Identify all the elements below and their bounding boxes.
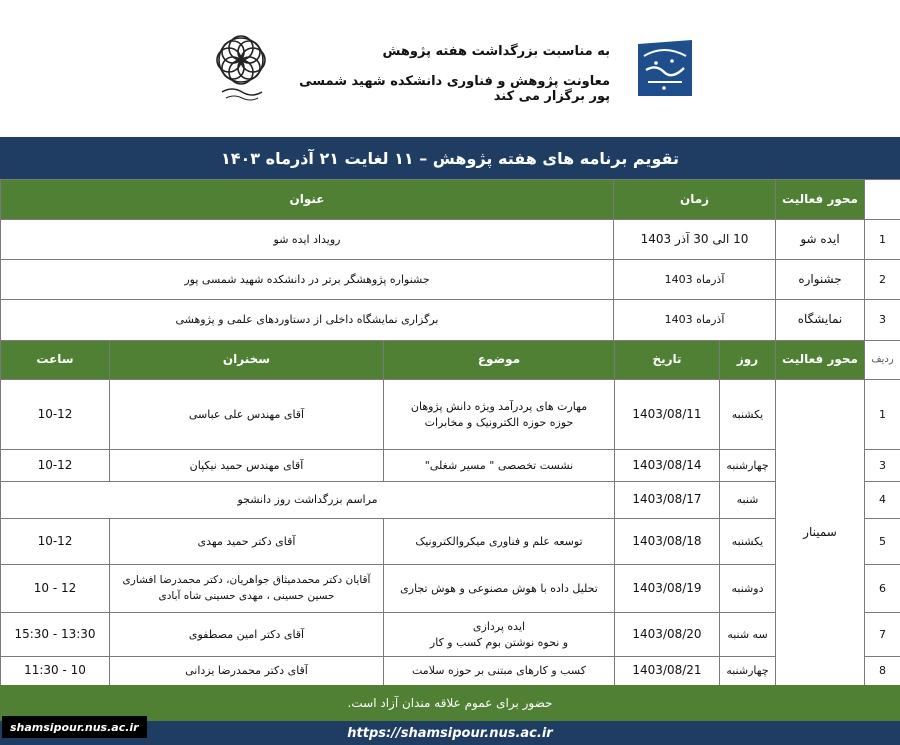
row-number: 1 <box>865 220 900 260</box>
watermark-text: shamsipour.nus.ac.ir <box>10 720 139 734</box>
header-hour: ساعت <box>1 341 110 380</box>
speakers-cell: آقای مهندس علی عباسی <box>110 380 384 450</box>
day-cell: یکشنبه <box>720 380 776 450</box>
date-cell: 1403/08/11 <box>615 380 720 450</box>
header-time: زمان <box>614 180 776 220</box>
table-row <box>1 482 900 519</box>
seminar-axis-cell: سمینار <box>776 380 865 686</box>
time-cell: 10 الی 30 آذر 1403 <box>614 220 776 260</box>
date-cell: 1403/08/17 <box>615 482 720 519</box>
hour-cell: 10-12 <box>1 519 110 565</box>
table-row <box>1 613 900 657</box>
date-cell: 1403/08/21 <box>615 657 720 686</box>
seminar-table <box>0 340 900 686</box>
topic-cell: ایده پردازی و نحوه نوشتن بوم کسب و کار <box>384 613 615 657</box>
day-cell: یکشنبه <box>720 519 776 565</box>
row-number: 5 <box>865 519 900 565</box>
axis-cell: جشنواره <box>776 260 865 300</box>
day-cell: چهارشنبه <box>720 450 776 482</box>
table-row <box>1 220 900 260</box>
speakers-cell: آقای مهندس حمید نیکپان <box>110 450 384 482</box>
header-corner <box>865 180 900 220</box>
university-seal-icon <box>634 36 696 100</box>
speakers-cell: آقایان دکتر محمدمیثاق جواهریان، دکتر محمدرضا افشاری حسین حسینی ، مهدی حسینی شاه آبادی <box>110 565 384 613</box>
header-row: ردیف <box>865 341 900 380</box>
footer-note: حضور برای عموم علاقه مندان آزاد است. <box>347 696 553 710</box>
hour-cell: 10-12 <box>1 380 110 450</box>
row-number: 3 <box>865 300 900 341</box>
date-cell: 1403/08/18 <box>615 519 720 565</box>
watermark <box>2 716 147 738</box>
subject-cell: رویداد ایده شو <box>1 220 614 260</box>
hour-cell: 10-12 <box>1 450 110 482</box>
page-title: تقویم برنامه های هفته پژوهش – ۱۱ لغایت ۲۱ آذرماه ۱۴۰۳ <box>220 148 679 168</box>
header-organizer-text: معاونت پژوهش و فناوری دانشکده شهید شمسی پور برگزار می کند <box>299 74 610 104</box>
header-axis: محور فعالیت <box>776 341 865 380</box>
subject-cell: برگزاری نمایشگاه داخلی از دستاوردهای علمی و پژوهشی <box>1 300 614 341</box>
research-emblem-icon <box>208 30 274 104</box>
day-cell: چهارشنبه <box>720 657 776 686</box>
header-occasion-text: به مناسبت بزرگداشت هفته پژوهش <box>382 44 610 59</box>
header-day: روز <box>720 341 776 380</box>
day-cell: سه شنبه <box>720 613 776 657</box>
topic-cell: کسب و کارهای مبتنی بر حوزه سلامت <box>384 657 615 686</box>
date-cell: 1403/08/14 <box>615 450 720 482</box>
topic-cell: توسعه علم و فناوری میکروالکترونیک <box>384 519 615 565</box>
table-row <box>1 300 900 341</box>
axis-cell: ایده شو <box>776 220 865 260</box>
row-number: 4 <box>865 482 900 519</box>
header-axis: محور فعالیت <box>776 180 865 220</box>
date-cell: 1403/08/20 <box>615 613 720 657</box>
hour-cell: 12 - 10 <box>1 565 110 613</box>
row-number: 7 <box>865 613 900 657</box>
merged-event-cell: مراسم بزرگداشت روز دانشجو <box>1 482 615 519</box>
subject-cell: جشنواره پژوهشگر برتر در دانشکده شهید شمسی پور <box>1 260 614 300</box>
hour-cell: 15:30 - 13:30 <box>1 613 110 657</box>
table-row <box>1 450 900 482</box>
table-row <box>1 519 900 565</box>
hour-cell: 11:30 - 10 <box>1 657 110 686</box>
table-row <box>1 260 900 300</box>
header-date: تاریخ <box>615 341 720 380</box>
table-row <box>1 380 900 450</box>
speakers-cell: آقای دکتر حمید مهدی <box>110 519 384 565</box>
row-number: 6 <box>865 565 900 613</box>
speakers-cell: آقای دکتر امین مصطفوی <box>110 613 384 657</box>
header-subject: عنوان <box>1 180 614 220</box>
activities-table <box>0 179 900 341</box>
table-row <box>1 657 900 686</box>
axis-cell: نمایشگاه <box>776 300 865 341</box>
row-number: 8 <box>865 657 900 686</box>
row-number: 1 <box>865 380 900 450</box>
row-number: 2 <box>865 260 900 300</box>
speakers-cell: آقای دکتر محمدرضا یزدانی <box>110 657 384 686</box>
time-cell: آذرماه 1403 <box>614 260 776 300</box>
day-cell: شنبه <box>720 482 776 519</box>
row-number: 3 <box>865 450 900 482</box>
header-topic: موضوع <box>384 341 615 380</box>
header-speakers: سخنران <box>110 341 384 380</box>
title-band <box>0 137 900 179</box>
seminar-table-header <box>1 341 900 380</box>
header <box>0 0 900 137</box>
activities-table-header <box>1 180 900 220</box>
date-cell: 1403/08/19 <box>615 565 720 613</box>
table-row <box>1 565 900 613</box>
time-cell: آذرماه 1403 <box>614 300 776 341</box>
topic-cell: نشست تخصصی " مسیر شغلی" <box>384 450 615 482</box>
topic-cell: مهارت های پردرآمد ویژه دانش پژوهان حوزه حوزه الکترونیک و مخابرات <box>384 380 615 450</box>
topic-cell: تحلیل داده با هوش مصنوعی و هوش تجاری <box>384 565 615 613</box>
website-url: https://shamsipour.nus.ac.ir <box>347 725 553 741</box>
day-cell: دوشنبه <box>720 565 776 613</box>
